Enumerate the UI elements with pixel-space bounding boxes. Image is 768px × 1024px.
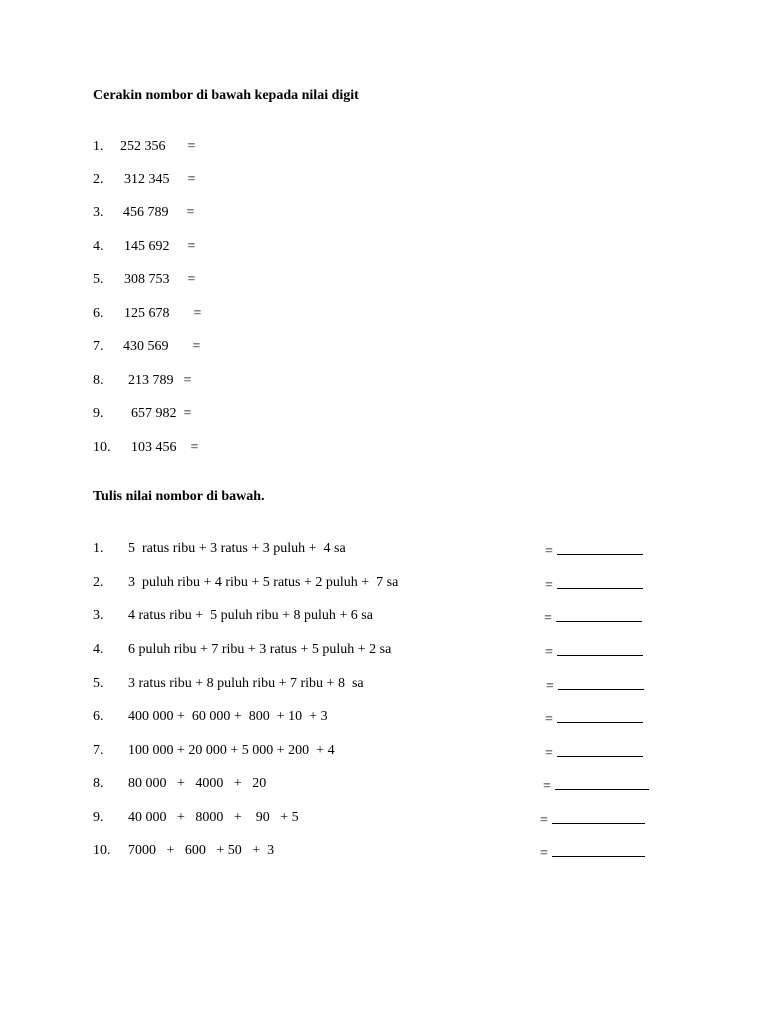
equals-sign: = [545, 712, 553, 727]
item-number: 4. [93, 239, 104, 254]
answer-blank[interactable] [556, 607, 642, 622]
equals-sign: = [183, 373, 192, 388]
item-expression: 3 puluh ribu + 4 ribu + 5 ratus + 2 puluh + 7 sa [128, 575, 399, 590]
item-expression: 6 puluh ribu + 7 ribu + 3 ratus + 5 puluh + 2 sa [128, 642, 392, 657]
item-value: 252 356 [120, 139, 166, 154]
item-value: 430 569 [123, 339, 169, 354]
answer-line [540, 842, 645, 863]
item-value: 213 789 [128, 373, 174, 388]
answer-blank[interactable] [552, 842, 645, 857]
item-number: 9. [93, 810, 104, 825]
item-number: 1. [93, 139, 104, 154]
item-value: 145 692 [124, 239, 170, 254]
item-number: 4. [93, 642, 104, 657]
list-item [93, 641, 391, 659]
item-number: 6. [93, 306, 104, 321]
item-value: 312 345 [124, 172, 170, 187]
item-number: 7. [93, 339, 104, 354]
item-number: 10. [93, 843, 111, 858]
answer-blank[interactable] [555, 775, 649, 790]
item-number: 3. [93, 205, 104, 220]
list-item [93, 204, 194, 222]
answer-blank[interactable] [557, 574, 643, 589]
answer-line [545, 708, 643, 729]
answer-line [540, 809, 645, 830]
equals-sign: = [187, 172, 196, 187]
equals-sign: = [540, 813, 548, 828]
list-item [93, 405, 191, 423]
item-expression: 5 ratus ribu + 3 ratus + 3 puluh + 4 sa [128, 541, 346, 556]
item-value: 103 456 [131, 440, 177, 455]
section1-heading: Cerakin nombor di bawah kepada nilai digit [93, 88, 359, 103]
equals-sign: = [546, 679, 554, 694]
list-item [93, 271, 195, 289]
item-number: 2. [93, 172, 104, 187]
list-item [93, 138, 195, 156]
equals-sign: = [187, 239, 196, 254]
item-expression: 40 000 + 8000 + 90 + 5 [128, 810, 299, 825]
item-expression: 3 ratus ribu + 8 puluh ribu + 7 ribu + 8 sa [128, 676, 364, 691]
answer-line [545, 540, 643, 561]
answer-blank[interactable] [557, 742, 643, 757]
equals-sign: = [545, 544, 553, 559]
list-item [93, 338, 200, 356]
item-number: 7. [93, 743, 104, 758]
list-item [93, 238, 195, 256]
item-value: 125 678 [124, 306, 170, 321]
item-number: 3. [93, 608, 104, 623]
equals-sign: = [183, 406, 192, 421]
equals-sign: = [190, 440, 199, 455]
list-item [93, 809, 299, 827]
item-number: 1. [93, 541, 104, 556]
equals-sign: = [545, 645, 553, 660]
answer-line [545, 641, 643, 662]
list-item [93, 742, 335, 760]
item-number: 8. [93, 373, 104, 388]
list-item [93, 372, 191, 390]
answer-blank[interactable] [557, 708, 643, 723]
equals-sign: = [543, 779, 551, 794]
item-value: 308 753 [124, 272, 170, 287]
equals-sign: = [544, 611, 552, 626]
answer-line [546, 675, 644, 696]
list-item [93, 675, 364, 693]
answer-blank[interactable] [557, 641, 643, 656]
equals-sign: = [545, 578, 553, 593]
answer-line [544, 607, 642, 628]
list-item [93, 439, 198, 457]
item-expression: 4 ratus ribu + 5 puluh ribu + 8 puluh + 6 sa [128, 608, 373, 623]
item-number: 5. [93, 676, 104, 691]
answer-blank[interactable] [558, 675, 644, 690]
list-item [93, 708, 328, 726]
section2-heading: Tulis nilai nombor di bawah. [93, 489, 265, 504]
equals-sign: = [187, 272, 196, 287]
item-expression: 100 000 + 20 000 + 5 000 + 200 + 4 [128, 743, 335, 758]
list-item [93, 842, 274, 860]
equals-sign: = [540, 846, 548, 861]
item-number: 5. [93, 272, 104, 287]
item-expression: 400 000 + 60 000 + 800 + 10 + 3 [128, 709, 328, 724]
item-value: 456 789 [123, 205, 169, 220]
item-value: 657 982 [131, 406, 177, 421]
item-number: 2. [93, 575, 104, 590]
item-number: 10. [93, 440, 111, 455]
item-number: 8. [93, 776, 104, 791]
list-item [93, 540, 346, 558]
equals-sign: = [186, 205, 195, 220]
list-item [93, 607, 373, 625]
item-expression: 80 000 + 4000 + 20 [128, 776, 267, 791]
item-number: 6. [93, 709, 104, 724]
list-item [93, 305, 201, 323]
answer-line [545, 742, 643, 763]
list-item [93, 171, 195, 189]
equals-sign: = [545, 746, 553, 761]
answer-line [543, 775, 649, 796]
item-number: 9. [93, 406, 104, 421]
answer-blank[interactable] [552, 809, 645, 824]
answer-blank[interactable] [557, 540, 643, 555]
equals-sign: = [192, 339, 201, 354]
item-expression: 7000 + 600 + 50 + 3 [128, 843, 275, 858]
answer-line [545, 574, 643, 595]
equals-sign: = [187, 139, 196, 154]
equals-sign: = [193, 306, 202, 321]
list-item [93, 775, 266, 793]
list-item [93, 574, 398, 592]
